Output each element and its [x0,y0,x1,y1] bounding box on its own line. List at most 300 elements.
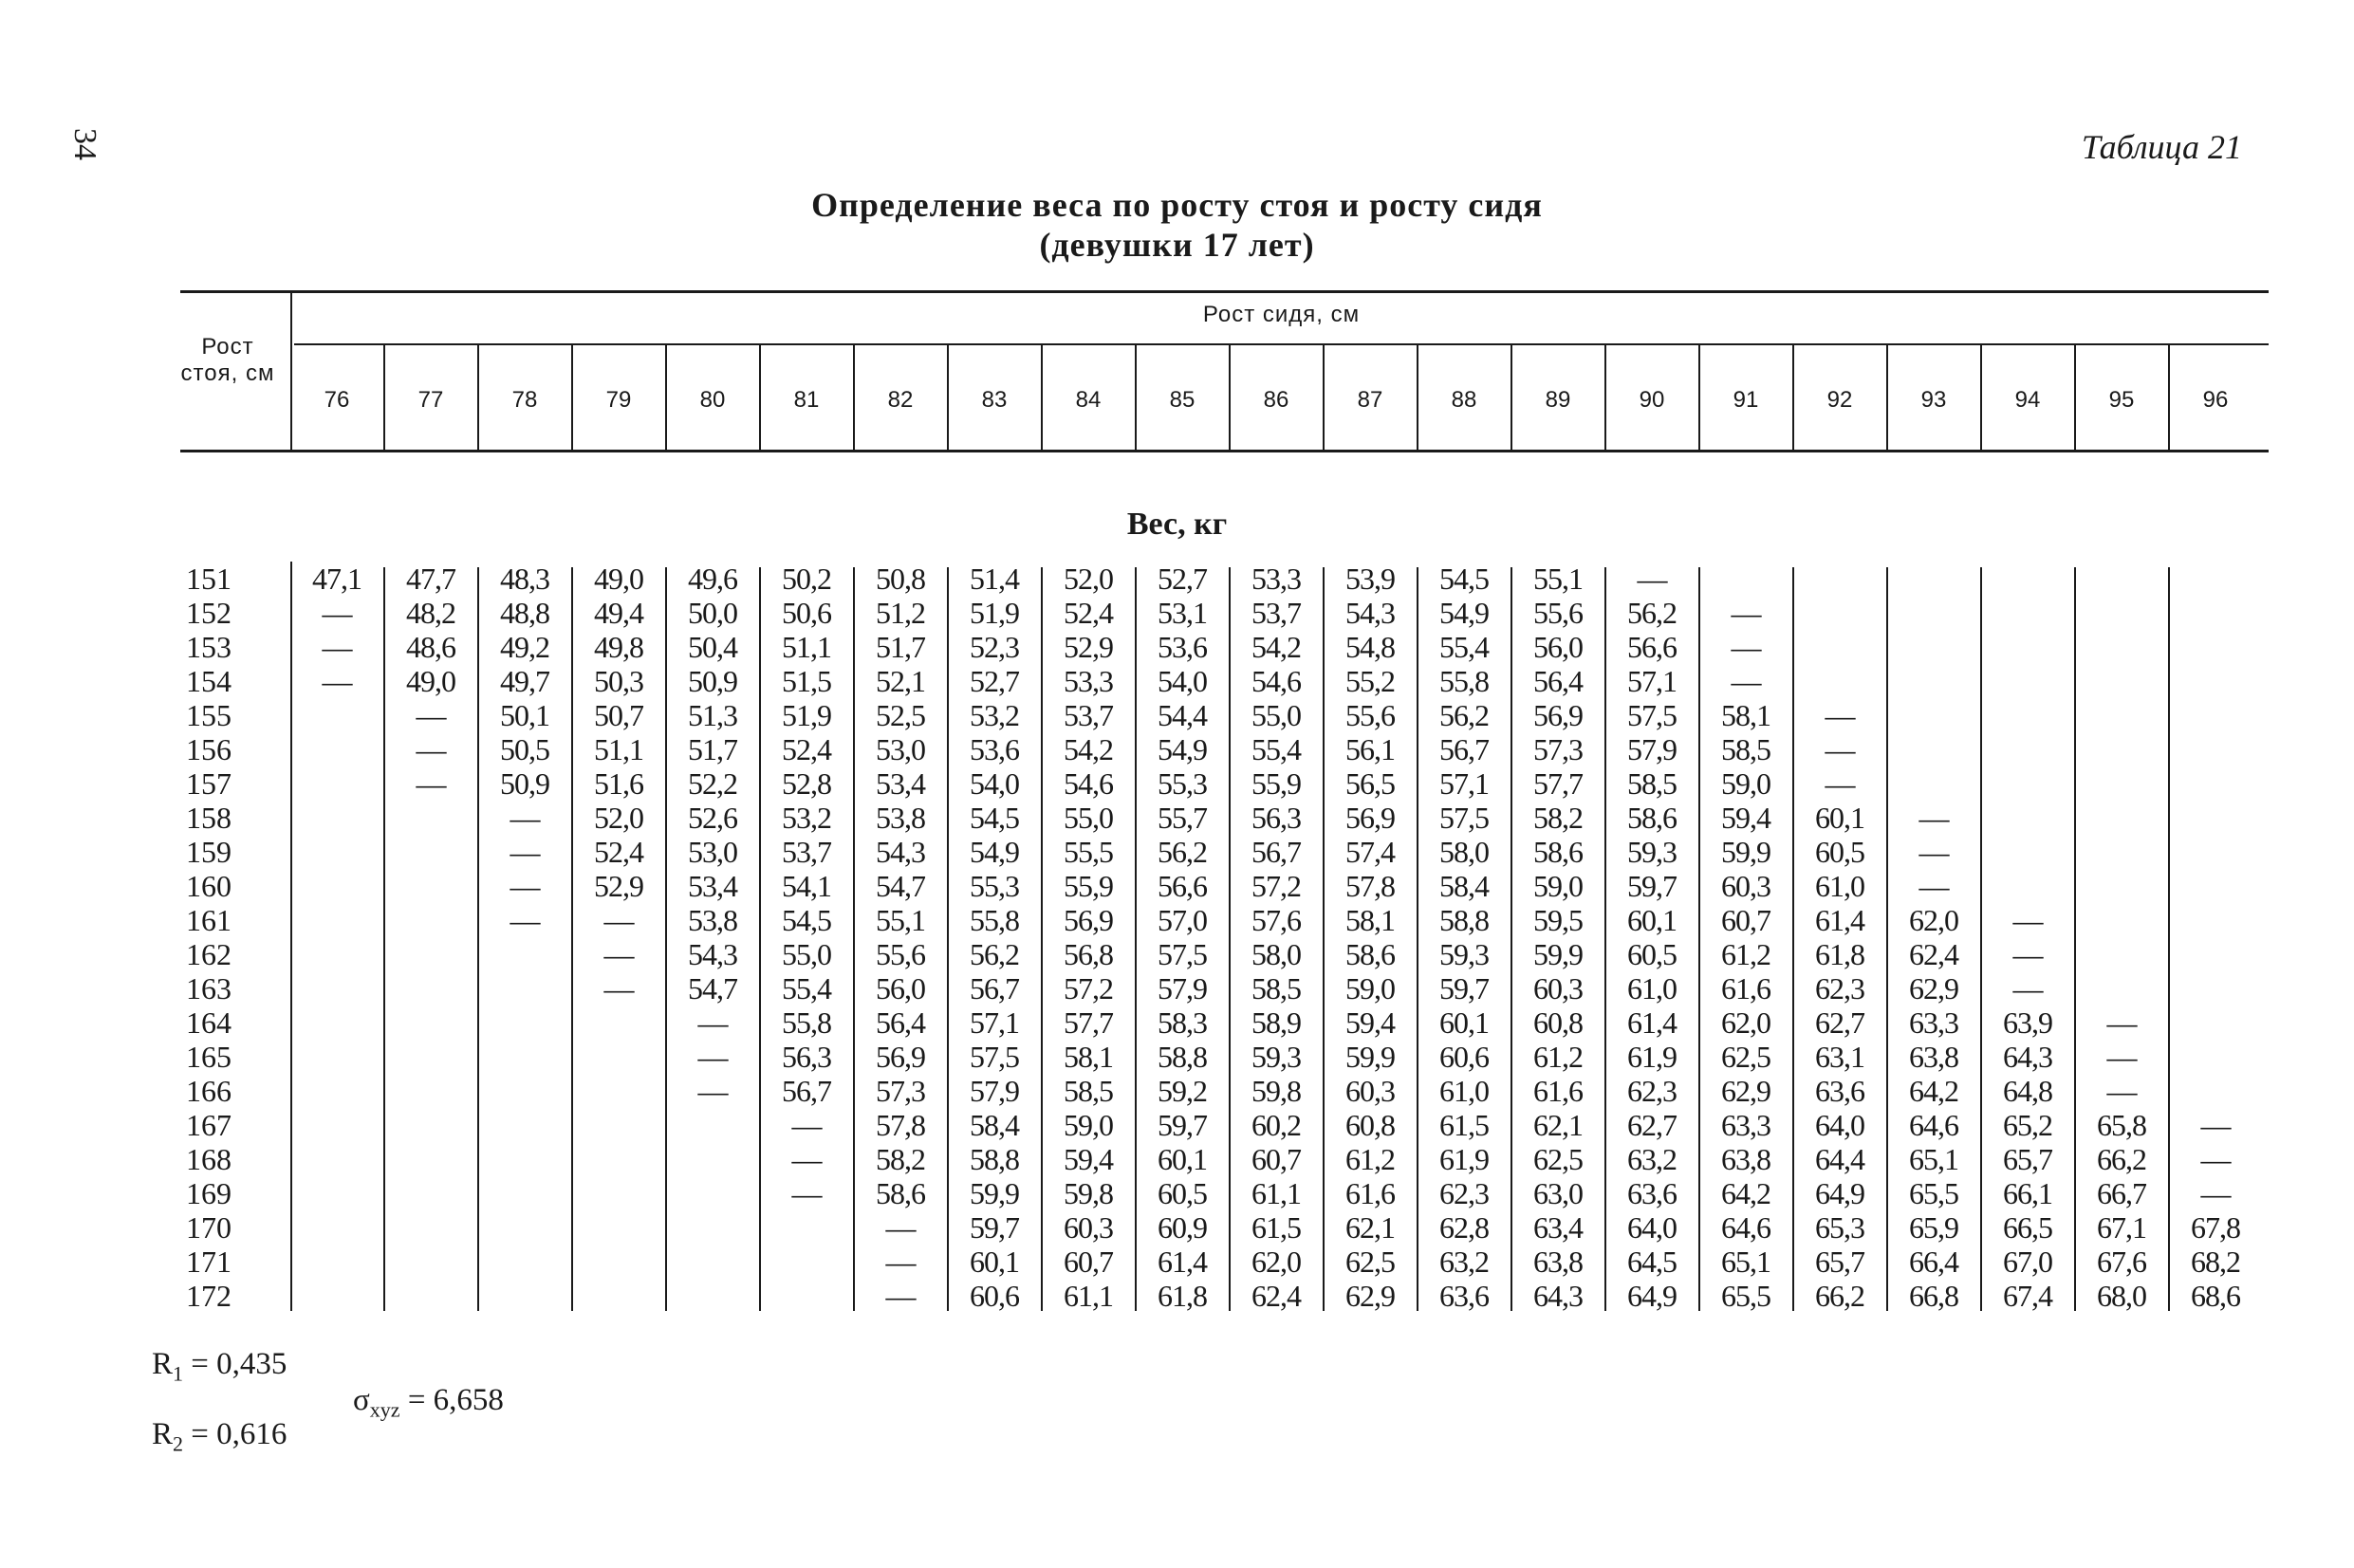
weight-cell: — [1825,732,1855,766]
page-number: 34 [67,128,102,160]
weight-cell: 57,8 [1345,869,1395,903]
weight-cell: 62,1 [1345,1210,1395,1245]
row-height-label: 157 [186,766,232,801]
weight-cell: 53,8 [876,801,925,835]
weight-cell: 52,4 [782,732,831,766]
weight-cell: 56,7 [1439,732,1489,766]
weight-cell: — [1731,596,1761,630]
weight-cell: 64,9 [1627,1279,1677,1313]
weight-cell: 61,6 [1721,971,1770,1005]
row-height-label: 159 [186,835,232,869]
weight-cell: 61,1 [1251,1176,1301,1210]
row-height-label: 161 [186,903,232,937]
weight-cell: 63,8 [1533,1245,1583,1279]
weight-cell: 57,9 [1158,971,1207,1005]
weight-cell: 57,1 [1439,766,1489,801]
weight-cell: 57,3 [876,1074,925,1108]
weight-cell: 49,8 [594,630,643,664]
weight-cell: — [697,1074,728,1108]
weight-cell: 55,5 [1064,835,1113,869]
weight-cell: 56,2 [970,937,1019,971]
weight-cell: 56,6 [1627,630,1677,664]
weight-cell: 51,4 [970,562,1019,596]
weight-cell: 50,8 [876,562,925,596]
weight-cell: 56,1 [1345,732,1395,766]
header-mid-rule [294,343,2269,345]
weight-cell: 55,6 [1345,698,1395,732]
weight-cell: 62,5 [1533,1142,1583,1176]
weight-cell: 58,9 [1251,1005,1301,1040]
weight-cell: 52,9 [594,869,643,903]
header-top-rule [180,290,2269,293]
weight-cell: — [322,596,352,630]
weight-cell: 54,9 [1158,732,1207,766]
weight-cell: 55,0 [1064,801,1113,835]
weight-cell: 54,0 [1158,664,1207,698]
weight-cell: 55,8 [1439,664,1489,698]
column-group-label: Рост сидя, см [1202,302,1361,327]
weight-cell: — [416,766,446,801]
weight-cell: 54,9 [1439,596,1489,630]
weight-cell: 56,9 [876,1040,925,1074]
row-height-label: 154 [186,664,232,698]
weight-cell: 62,3 [1439,1176,1489,1210]
row-height-label: 172 [186,1279,232,1313]
weight-cell: 53,2 [782,801,831,835]
weight-cell: 55,1 [876,903,925,937]
weight-cell: 54,5 [1439,562,1489,596]
weight-cell: 55,6 [1533,596,1583,630]
column-header-5: 81 [793,387,820,413]
weight-cell: 58,1 [1345,903,1395,937]
weight-cell: 64,0 [1815,1108,1864,1142]
weight-cell: 50,1 [500,698,549,732]
weight-cell: 62,7 [1815,1005,1864,1040]
weight-cell: — [697,1005,728,1040]
weight-cell: 60,9 [1158,1210,1207,1245]
weight-cell: 57,5 [1627,698,1677,732]
weight-cell: 52,5 [876,698,925,732]
weight-cell: 67,0 [2003,1245,2052,1279]
weight-cell: — [510,903,540,937]
column-header-0: 76 [324,387,350,413]
weight-cell: 61,9 [1439,1142,1489,1176]
weight-cell: 56,3 [1251,801,1301,835]
weight-cell: 59,3 [1439,937,1489,971]
column-header-4: 80 [699,387,726,413]
weight-cell: 59,3 [1251,1040,1301,1074]
weight-cell: 61,6 [1533,1074,1583,1108]
weight-cell: 62,4 [1251,1279,1301,1313]
title-line-1: Определение веса по росту стоя и росту сидя [811,186,1543,224]
weight-cell: 58,6 [1627,801,1677,835]
weight-cell: 63,3 [1721,1108,1770,1142]
weight-cell: 56,9 [1345,801,1395,835]
weight-cell: 62,4 [1909,937,1958,971]
weight-cell: 52,2 [688,766,737,801]
weight-cell: 53,2 [970,698,1019,732]
weight-cell: 64,8 [2003,1074,2052,1108]
weight-cell: 64,5 [1627,1245,1677,1279]
column-header-1: 77 [417,387,444,413]
weight-cell: 50,3 [594,664,643,698]
weight-cell: 56,4 [876,1005,925,1040]
weight-cell: 65,2 [2003,1108,2052,1142]
row-height-label: 169 [186,1176,232,1210]
weight-cell: 61,0 [1627,971,1677,1005]
row-height-label: 170 [186,1210,232,1245]
weight-cell: — [322,630,352,664]
weight-cell: 64,2 [1909,1074,1958,1108]
column-header-2: 78 [511,387,538,413]
weight-cell: 58,3 [1158,1005,1207,1040]
weight-cell: 67,6 [2097,1245,2146,1279]
column-header-17: 93 [1920,387,1947,413]
weight-cell: 58,1 [1721,698,1770,732]
weight-cell: 58,8 [1439,903,1489,937]
weight-cell: 55,9 [1251,766,1301,801]
weight-cell: 55,2 [1345,664,1395,698]
weight-cell: 55,4 [1439,630,1489,664]
weight-cell: 53,3 [1064,664,1113,698]
weight-cell: 52,8 [782,766,831,801]
weight-cell: 56,0 [1533,630,1583,664]
footnote-r1: $R_1 = 0,435$ [152,1347,287,1386]
weight-cell: 60,5 [1815,835,1864,869]
row-height-label: 164 [186,1005,232,1040]
weight-cell: 59,9 [1533,937,1583,971]
weight-cell: 65,3 [1815,1210,1864,1245]
weight-cell: 59,7 [1439,971,1489,1005]
weight-cell: 58,5 [1627,766,1677,801]
weight-cell: 59,2 [1158,1074,1207,1108]
weight-cell: 60,3 [1345,1074,1395,1108]
weight-cell: 55,6 [876,937,925,971]
weight-cell: 51,5 [782,664,831,698]
weight-cell: 60,1 [1439,1005,1489,1040]
weight-cell: 68,2 [2191,1245,2240,1279]
weight-cell: 54,0 [970,766,1019,801]
weight-cell: 61,5 [1439,1108,1489,1142]
weight-cell: — [885,1210,916,1245]
weight-cell: 61,1 [1064,1279,1113,1313]
weight-cell: — [603,971,634,1005]
weight-cell: 57,2 [1064,971,1113,1005]
weight-cell: 61,4 [1815,903,1864,937]
weight-cell: — [1731,664,1761,698]
weight-cell: 59,9 [1345,1040,1395,1074]
weight-cell: 52,1 [876,664,925,698]
weight-cell: 54,4 [1158,698,1207,732]
weight-cell: 52,0 [594,801,643,835]
weight-cell: 61,6 [1345,1176,1395,1210]
weight-cell: 51,9 [782,698,831,732]
weight-cell: 59,0 [1345,971,1395,1005]
row-height-label: 156 [186,732,232,766]
weight-cell: 60,3 [1064,1210,1113,1245]
weight-cell: 53,7 [782,835,831,869]
weight-cell: — [791,1142,822,1176]
weight-cell: 58,5 [1721,732,1770,766]
weight-cell: — [791,1176,822,1210]
weight-cell: 62,5 [1721,1040,1770,1074]
weight-cell: 60,7 [1721,903,1770,937]
weight-cell: 60,8 [1345,1108,1395,1142]
row-height-label: 165 [186,1040,232,1074]
weight-cell: — [2106,1074,2137,1108]
weight-cell: 51,1 [594,732,643,766]
weight-cell: 53,1 [1158,596,1207,630]
weight-cell: 60,5 [1158,1176,1207,1210]
weight-cell: 55,7 [1158,801,1207,835]
weight-cell: 61,8 [1158,1279,1207,1313]
weight-cell: 59,7 [1627,869,1677,903]
weight-cell: 54,9 [970,835,1019,869]
weight-cell: 55,8 [782,1005,831,1040]
weight-cell: 66,8 [1909,1279,1958,1313]
weight-cell: 62,5 [1345,1245,1395,1279]
weight-cell: 51,3 [688,698,737,732]
weight-cell: 47,1 [312,562,361,596]
weight-cell: 48,3 [500,562,549,596]
weight-cell: 60,3 [1721,869,1770,903]
weight-cell: 54,1 [782,869,831,903]
weight-cell: — [1731,630,1761,664]
footnote-sigma: $\sigma_{xyz} = 6,658$ [353,1383,504,1422]
weight-cell: 58,6 [876,1176,925,1210]
column-rule [290,290,292,450]
row-height-label: 151 [186,562,232,596]
weight-cell: 60,1 [970,1245,1019,1279]
weight-cell: 57,4 [1345,835,1395,869]
weight-cell: 48,6 [406,630,455,664]
weight-cell: 60,7 [1251,1142,1301,1176]
weight-cell: 49,6 [688,562,737,596]
weight-cell: 60,5 [1627,937,1677,971]
weight-cell: 63,9 [2003,1005,2052,1040]
weight-cell: 55,1 [1533,562,1583,596]
weight-cell: 53,4 [688,869,737,903]
weight-cell: 54,7 [688,971,737,1005]
weight-cell: 56,6 [1158,869,1207,903]
weight-cell: 50,4 [688,630,737,664]
weight-cell: 56,2 [1158,835,1207,869]
weight-cell: 58,0 [1251,937,1301,971]
weight-cell: 52,3 [970,630,1019,664]
weight-cell: 63,6 [1815,1074,1864,1108]
weight-cell: 59,4 [1064,1142,1113,1176]
weight-cell: 59,9 [1721,835,1770,869]
weight-cell: 53,7 [1064,698,1113,732]
weight-cell: 65,5 [1721,1279,1770,1313]
weight-cell: 56,9 [1533,698,1583,732]
row-height-label: 153 [186,630,232,664]
weight-cell: 60,7 [1064,1245,1113,1279]
weight-cell: — [1825,698,1855,732]
column-header-20: 96 [2202,387,2229,413]
weight-cell: 49,4 [594,596,643,630]
weight-cell: 61,8 [1815,937,1864,971]
weight-cell: 56,2 [1439,698,1489,732]
weight-cell: 62,1 [1533,1108,1583,1142]
weight-cell: — [1918,801,1949,835]
weight-cell: 66,1 [2003,1176,2052,1210]
weight-cell: 51,6 [594,766,643,801]
weight-cell: 57,9 [1627,732,1677,766]
weight-cell: 54,2 [1064,732,1113,766]
weight-cell: 57,7 [1064,1005,1113,1040]
weight-cell: — [2106,1005,2137,1040]
weight-cell: 59,0 [1721,766,1770,801]
row-height-label: 163 [186,971,232,1005]
weight-cell: 65,7 [2003,1142,2052,1176]
weight-cell: 62,9 [1909,971,1958,1005]
weight-cell: 54,6 [1064,766,1113,801]
weight-cell: 66,5 [2003,1210,2052,1245]
weight-cell: 63,4 [1533,1210,1583,1245]
weight-cell: 49,7 [500,664,549,698]
column-header-12: 88 [1451,387,1477,413]
weight-cell: 60,6 [970,1279,1019,1313]
weight-cell: 57,1 [1627,664,1677,698]
weight-cell: 58,6 [1345,937,1395,971]
footnote-r2: $R_2 = 0,616$ [152,1417,287,1456]
weight-cell: 58,4 [970,1108,1019,1142]
weight-cell: 57,3 [1533,732,1583,766]
weight-cell: 57,7 [1533,766,1583,801]
header-bottom-rule [180,450,2269,452]
weight-cell: 64,9 [1815,1176,1864,1210]
row-header-label: Рост стоя, см [180,334,275,386]
weight-cell: — [603,903,634,937]
title-line-2: (девушки 17 лет) [1039,226,1315,264]
weight-cell: 64,2 [1721,1176,1770,1210]
weight-cell: 60,1 [1815,801,1864,835]
weight-cell: 59,4 [1345,1005,1395,1040]
table-title [0,185,2354,265]
weight-cell: 65,7 [1815,1245,1864,1279]
weight-cell: 56,3 [782,1040,831,1074]
weight-cell: 59,0 [1064,1108,1113,1142]
weight-cell: 62,9 [1721,1074,1770,1108]
weight-cell: 57,5 [1439,801,1489,835]
weight-cell: 58,1 [1064,1040,1113,1074]
weight-cell: 50,7 [594,698,643,732]
weight-cell: 66,7 [2097,1176,2146,1210]
weight-cell: — [1918,869,1949,903]
weight-cell: 56,0 [876,971,925,1005]
weight-cell: 52,7 [970,664,1019,698]
weight-cell: 57,5 [1158,937,1207,971]
weight-cell: 57,9 [970,1074,1019,1108]
weight-cell: 57,1 [970,1005,1019,1040]
weight-cell: 62,3 [1815,971,1864,1005]
weight-cell: — [791,1108,822,1142]
row-height-label: 171 [186,1245,232,1279]
weight-cell: 61,4 [1158,1245,1207,1279]
weight-cell: 59,8 [1251,1074,1301,1108]
weight-cell: 55,8 [970,903,1019,937]
weight-cell: 53,3 [1251,562,1301,596]
weight-cell: 63,2 [1627,1142,1677,1176]
weight-cell: 60,8 [1533,1005,1583,1040]
weight-cell: 63,6 [1627,1176,1677,1210]
weight-cell: 59,3 [1627,835,1677,869]
weight-cell: 51,7 [688,732,737,766]
row-height-label: 152 [186,596,232,630]
weight-cell: 62,7 [1627,1108,1677,1142]
weight-cell: 48,2 [406,596,455,630]
weight-cell: 60,1 [1158,1142,1207,1176]
weight-cell: 61,5 [1251,1210,1301,1245]
weight-cell: 58,4 [1439,869,1489,903]
weight-cell: — [885,1279,916,1313]
weight-cell: 53,9 [1345,562,1395,596]
weight-cell: 62,9 [1345,1279,1395,1313]
weight-cell: 50,5 [500,732,549,766]
weight-cell: 51,9 [970,596,1019,630]
weight-cell: 55,3 [970,869,1019,903]
weight-cell: 58,2 [1533,801,1583,835]
weight-cell: 53,0 [876,732,925,766]
column-header-11: 87 [1357,387,1383,413]
weight-cell: 52,9 [1064,630,1113,664]
column-header-9: 85 [1169,387,1196,413]
weight-cell: — [416,698,446,732]
weight-cell: 51,2 [876,596,925,630]
weight-cell: 61,0 [1439,1074,1489,1108]
weight-cell: — [2200,1108,2231,1142]
weight-cell: 65,9 [1909,1210,1958,1245]
weight-cell: 55,9 [1064,869,1113,903]
column-header-15: 91 [1733,387,1759,413]
weight-cell: 63,6 [1439,1279,1489,1313]
column-header-13: 89 [1545,387,1571,413]
weight-cell: 56,7 [1251,835,1301,869]
weight-cell: 54,3 [876,835,925,869]
weight-cell: 61,2 [1345,1142,1395,1176]
weight-cell: 62,8 [1439,1210,1489,1245]
weight-cell: 50,0 [688,596,737,630]
weight-cell: 56,9 [1064,903,1113,937]
weight-cell: — [603,937,634,971]
weight-cell: 58,8 [1158,1040,1207,1074]
weight-cell: 50,6 [782,596,831,630]
weight-cell: 59,9 [970,1176,1019,1210]
weight-cell: 55,3 [1158,766,1207,801]
weight-cell: 57,0 [1158,903,1207,937]
weight-cell: — [510,801,540,835]
weight-cell: 56,7 [970,971,1019,1005]
row-height-label: 167 [186,1108,232,1142]
weight-cell: 60,6 [1439,1040,1489,1074]
weight-cell: 65,1 [1909,1142,1958,1176]
weight-cell: 61,4 [1627,1005,1677,1040]
weight-cell: 64,4 [1815,1142,1864,1176]
weight-cell: 62,0 [1909,903,1958,937]
weight-cell: 50,9 [500,766,549,801]
weight-cell: 65,1 [1721,1245,1770,1279]
weight-label: Вес, кг [1126,507,1228,542]
weight-cell: 60,2 [1251,1108,1301,1142]
column-header-8: 84 [1075,387,1102,413]
weight-cell: 56,5 [1345,766,1395,801]
weight-cell: 59,7 [1158,1108,1207,1142]
weight-cell: 59,8 [1064,1176,1113,1210]
weight-cell: 64,3 [2003,1040,2052,1074]
weight-cell: 63,1 [1815,1040,1864,1074]
weight-cell: 59,0 [1533,869,1583,903]
